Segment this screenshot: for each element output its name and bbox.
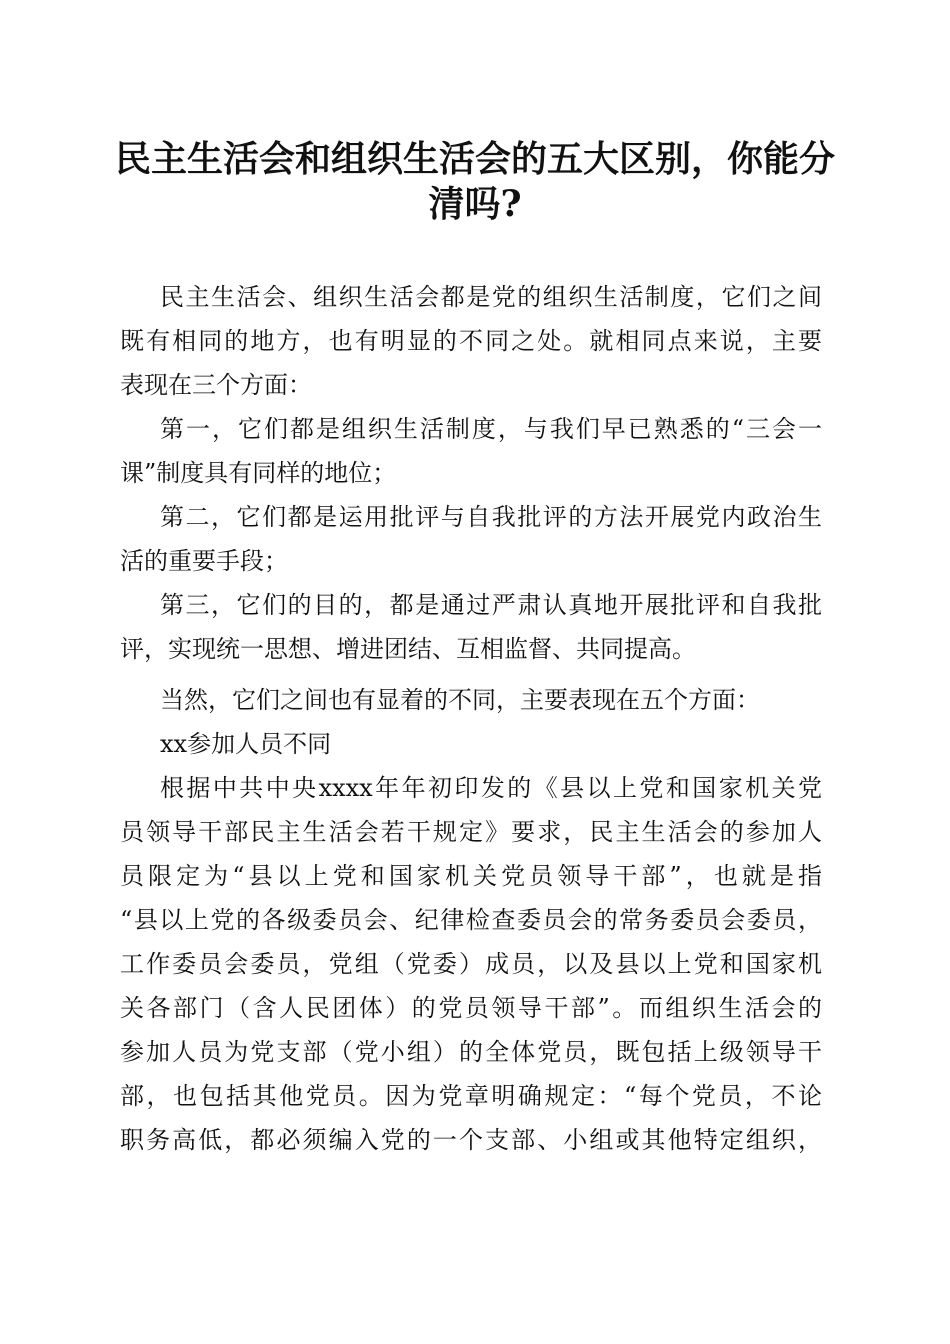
paragraph [120,766,822,1162]
text-line: xx参加人员不同 [160,730,332,758]
text-line: 工作委员会委员，党组（党委）成员，以及县以上党和国家机 [120,950,822,978]
text-line: 部，也包括其他党员。因为党章明确规定：“每个党员，不论 [120,1082,822,1110]
text-line: 第一，它们都是组织生活制度，与我们早已熟悉的“三会一 [160,415,822,443]
text-line: 既有相同的地方，也有明显的不同之处。就相同点来说，主要 [120,327,822,355]
paragraph [120,495,822,583]
text-line: “县以上党的各级委员会、纪律检查委员会的常务委员会委员， [120,906,822,934]
document-body [120,275,822,1162]
text-line: 当然，它们之间也有显着的不同，主要表现在五个方面： [160,686,760,714]
spacer [120,671,822,678]
paragraph [120,407,822,495]
paragraph [120,722,822,766]
text-line: 评，实现统一思想、增进团结、互相监督、共同提高。 [120,635,696,663]
document-title [110,137,840,227]
paragraph [120,583,822,671]
title-line: 民主生活会和组织生活会的五大区别，你能分 [114,138,835,180]
text-line: 活的重要手段； [120,547,288,575]
text-line: 职务高低，都必须编入党的一个支部、小组或其他特定组织， [120,1126,822,1154]
text-line: 表现在三个方面： [120,371,312,399]
text-line: 民主生活会、组织生活会都是党的组织生活制度，它们之间 [160,283,822,311]
text-line: 员领导干部民主生活会若干规定》要求，民主生活会的参加人 [120,818,822,846]
text-line: 课”制度具有同样的地位； [120,459,397,487]
paragraph [120,678,822,722]
text-line: 第二，它们都是运用批评与自我批评的方法开展党内政治生 [160,503,822,531]
title-line: 清吗? [428,183,522,225]
text-line: 第三，它们的目的，都是通过严肃认真地开展批评和自我批 [160,591,822,619]
paragraph [120,275,822,407]
text-line: 关各部门（含人民团体）的党员领导干部”。而组织生活会的 [120,994,822,1022]
text-line: 参加人员为党支部（党小组）的全体党员，既包括上级领导干 [120,1038,822,1066]
text-line: 根据中共中央xxxx年年初印发的《县以上党和国家机关党 [160,774,822,802]
text-line: 员限定为“县以上党和国家机关党员领导干部”，也就是指 [120,862,822,890]
